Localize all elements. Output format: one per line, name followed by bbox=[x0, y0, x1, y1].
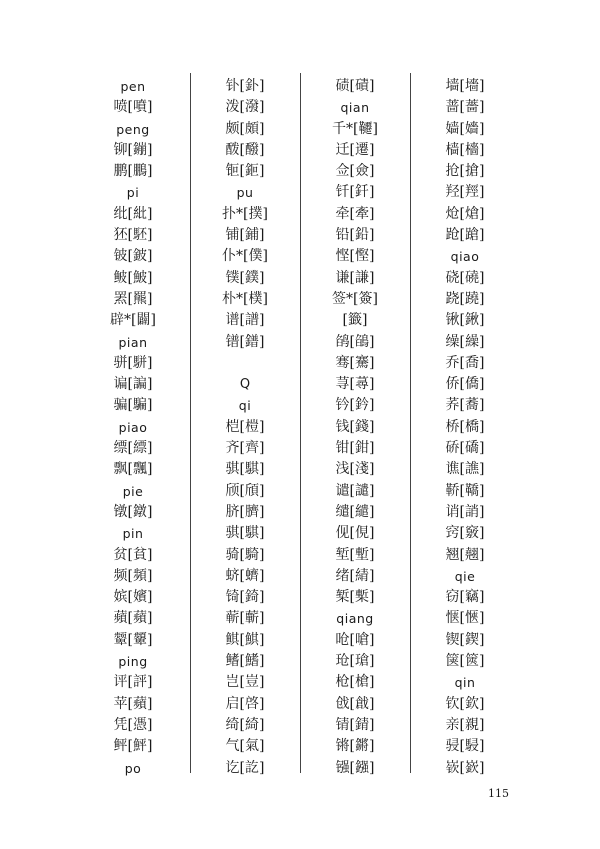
column-1 bbox=[78, 76, 188, 779]
character-entry: 骐[騏] bbox=[225, 461, 265, 478]
character-entry: 谦[謙] bbox=[335, 269, 375, 286]
character-entry: 蕲[蘄] bbox=[225, 610, 265, 627]
character-entry: 侨[僑] bbox=[445, 376, 485, 393]
character-entry: 频[頻] bbox=[113, 567, 153, 584]
character-entry: 炝[熗] bbox=[445, 205, 485, 222]
character-entry: 羟[羥] bbox=[445, 184, 485, 201]
character-entry: 签*[簽] bbox=[332, 290, 378, 307]
character-entry: 朴*[樸] bbox=[222, 290, 268, 307]
character-entry: 蘋[蘋] bbox=[113, 610, 153, 627]
character-entry: 骑[騎] bbox=[225, 546, 265, 563]
character-entry: 苹[蘋] bbox=[113, 695, 153, 712]
pinyin-heading: pu bbox=[236, 185, 254, 201]
character-entry: 伣[俔] bbox=[335, 525, 375, 542]
character-entry bbox=[190, 353, 300, 374]
pinyin-heading: pen bbox=[120, 79, 146, 94]
pinyin-heading: qian bbox=[340, 100, 370, 116]
pinyin-heading: qie bbox=[454, 568, 476, 584]
character-entry: 窍[竅] bbox=[445, 525, 485, 542]
character-entry: 抢[搶] bbox=[445, 163, 485, 180]
pinyin-heading: qiao bbox=[450, 249, 480, 265]
character-entry: 钦[欽] bbox=[445, 695, 485, 712]
pinyin-heading: peng bbox=[116, 121, 150, 137]
character-entry: 镨[鐠] bbox=[225, 333, 265, 350]
character-entry: 骈[駢] bbox=[113, 354, 153, 371]
character-entry: 谯[譙] bbox=[445, 461, 485, 478]
character-entry: 钱[錢] bbox=[335, 418, 375, 435]
character-entry: 颦[顰] bbox=[113, 631, 153, 648]
character-entry: 谝[諞] bbox=[113, 376, 153, 393]
character-entry: 佥[僉] bbox=[335, 163, 375, 180]
pinyin-heading: pi bbox=[126, 185, 140, 201]
character-entry: 凭[憑] bbox=[113, 716, 153, 733]
character-entry: 嫱[嬙] bbox=[445, 120, 485, 137]
pinyin-heading: qi bbox=[238, 398, 252, 414]
character-entry: 荞[蕎] bbox=[445, 397, 485, 414]
character-entry: 玱[瑲] bbox=[335, 653, 375, 670]
column-4 bbox=[410, 76, 520, 779]
character-entry: 骞[騫] bbox=[335, 354, 375, 371]
character-entry: 罴[羆] bbox=[113, 290, 153, 307]
character-entry: 戗[戧] bbox=[335, 695, 375, 712]
character-entry: 樯[檣] bbox=[445, 141, 485, 158]
character-entry: 铺[鋪] bbox=[225, 227, 265, 244]
character-entry: 桤[榿] bbox=[225, 418, 265, 435]
character-entry: 钋[釙] bbox=[225, 78, 265, 94]
character-entry: 鲆[鮃] bbox=[113, 738, 153, 755]
character-entry: 墙[墻] bbox=[445, 78, 485, 94]
character-entry: 启[啓] bbox=[225, 695, 265, 712]
pinyin-heading: pin bbox=[122, 526, 144, 542]
character-entry: 气[氣] bbox=[225, 738, 265, 755]
character-entry: 缱[繾] bbox=[335, 503, 375, 520]
character-entry: 跷[蹺] bbox=[445, 290, 485, 307]
character-entry: 窃[竊] bbox=[445, 589, 485, 606]
character-entry: 鞒[鞽] bbox=[445, 482, 485, 499]
character-entry: 嫔[嬪] bbox=[113, 589, 153, 606]
character-entry: 桥[橋] bbox=[445, 418, 485, 435]
character-entry: 硗[磽] bbox=[445, 269, 485, 286]
character-entry: 惬[愜] bbox=[445, 610, 485, 627]
character-entry: 硚[礄] bbox=[445, 440, 485, 457]
character-entry: 蛴[蠐] bbox=[225, 567, 265, 584]
character-entry: 仆*[僕] bbox=[222, 248, 268, 265]
character-entry: 骎[駸] bbox=[445, 738, 485, 755]
character-entry: 评[評] bbox=[113, 674, 153, 691]
character-entry: 钷[鉕] bbox=[225, 163, 265, 180]
character-entry: 脐[臍] bbox=[225, 503, 265, 520]
character-entry: 纰[紕] bbox=[113, 205, 153, 222]
character-entry: 鲏[鮍] bbox=[113, 269, 153, 286]
character-entry: 贫[貧] bbox=[113, 546, 153, 563]
pinyin-heading: ping bbox=[118, 654, 148, 670]
column-3 bbox=[300, 76, 410, 779]
character-entry: 碛[磧] bbox=[335, 78, 375, 94]
character-entry: 齐[齊] bbox=[225, 440, 265, 457]
character-entry: 荨[蕁] bbox=[335, 376, 375, 393]
character-entry: 颀[頎] bbox=[225, 482, 265, 499]
character-entry: 镦[鐓] bbox=[113, 503, 153, 520]
character-entry: 椠[槧] bbox=[335, 589, 375, 606]
character-entry: 泼[潑] bbox=[225, 99, 265, 116]
character-entry: 千*[韆] bbox=[332, 120, 378, 137]
character-entry: 亲[親] bbox=[445, 716, 485, 733]
character-entry: 铆[鏰] bbox=[113, 141, 153, 158]
character-entry: 翘[翹] bbox=[445, 546, 485, 563]
character-entry: 飘[飄] bbox=[113, 461, 153, 478]
character-entry: 镪[鏹] bbox=[335, 759, 375, 776]
character-entry: 钤[鈐] bbox=[335, 397, 375, 414]
character-entry: 诮[誚] bbox=[445, 503, 485, 520]
character-entry: 鹐[鵮] bbox=[335, 333, 375, 350]
character-entry: [籤] bbox=[342, 312, 368, 329]
pinyin-heading: qiang bbox=[336, 611, 374, 627]
character-entry: 镤[鏷] bbox=[225, 269, 265, 286]
character-entry: 颇[頗] bbox=[225, 120, 265, 137]
character-entry: 绮[綺] bbox=[225, 716, 265, 733]
character-entry: 锵[鏘] bbox=[335, 738, 375, 755]
pinyin-heading: qin bbox=[454, 675, 476, 691]
pinyin-heading: pian bbox=[118, 334, 148, 350]
character-entry: 迁[遷] bbox=[335, 141, 375, 158]
character-entry: 钎[釺] bbox=[335, 184, 375, 201]
character-entry: 蔷[薔] bbox=[445, 99, 485, 116]
character-entry: 箧[篋] bbox=[445, 653, 485, 670]
character-entry: 悭[慳] bbox=[335, 248, 375, 265]
character-entry: 浅[淺] bbox=[335, 461, 375, 478]
character-entry: 缲[繰] bbox=[445, 333, 485, 350]
column-2 bbox=[190, 76, 300, 779]
character-entry: 骗[騙] bbox=[113, 397, 153, 414]
character-entry: 辟*[闢] bbox=[110, 312, 156, 329]
character-entry: 鳍[鰭] bbox=[225, 653, 265, 670]
column-divider bbox=[190, 73, 191, 773]
character-entry: 呛[嗆] bbox=[335, 631, 375, 648]
character-entry: 缥[縹] bbox=[113, 440, 153, 457]
character-entry: 钳[鉗] bbox=[335, 440, 375, 457]
character-entry: 乔[喬] bbox=[445, 354, 485, 371]
character-entry: 嵚[嶔] bbox=[445, 759, 485, 776]
pinyin-heading: po bbox=[124, 760, 142, 776]
character-entry: 谴[譴] bbox=[335, 482, 375, 499]
character-entry: 扑*[撲] bbox=[222, 205, 268, 222]
character-entry: 锹[鍬] bbox=[445, 312, 485, 329]
character-entry: 锖[錆] bbox=[335, 716, 375, 733]
character-entry: 牵[牽] bbox=[335, 205, 375, 222]
character-entry: 鲯[鯕] bbox=[225, 631, 265, 648]
character-entry: 骐[騏] bbox=[225, 525, 265, 542]
column-divider bbox=[300, 73, 301, 773]
character-entry: 讫[訖] bbox=[225, 759, 265, 776]
character-entry: 鹏[鵬] bbox=[113, 163, 153, 180]
character-entry: 铅[鉛] bbox=[335, 227, 375, 244]
character-entry: 枪[槍] bbox=[335, 674, 375, 691]
pinyin-heading: piao bbox=[118, 419, 148, 435]
character-entry: 堑[塹] bbox=[335, 546, 375, 563]
column-divider bbox=[410, 73, 411, 773]
character-entry: 喷[噴] bbox=[113, 99, 153, 116]
character-entry: 铍[鈹] bbox=[113, 248, 153, 265]
character-entry: 岂[豈] bbox=[225, 674, 265, 691]
letter-heading: Q bbox=[239, 377, 251, 393]
page-number: 115 bbox=[488, 787, 509, 800]
character-entry: 狉[駓] bbox=[113, 227, 153, 244]
character-entry: 锲[鍥] bbox=[445, 631, 485, 648]
pinyin-heading: pie bbox=[122, 483, 144, 499]
character-entry: 锜[錡] bbox=[225, 589, 265, 606]
character-entry: 谱[譜] bbox=[225, 312, 265, 329]
character-entry: 跄[蹌] bbox=[445, 227, 485, 244]
character-entry: 酦[醱] bbox=[225, 141, 265, 158]
character-entry: 绪[綪] bbox=[335, 567, 375, 584]
